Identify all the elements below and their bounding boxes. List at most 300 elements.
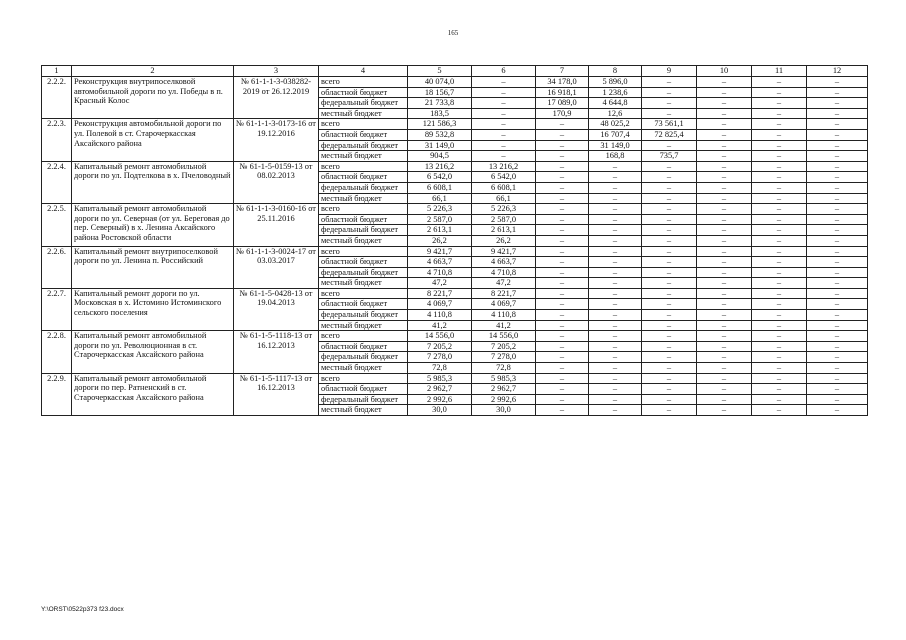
- amount-cell: –: [752, 257, 807, 268]
- amount-cell: –: [697, 182, 752, 193]
- amount-cell: –: [807, 373, 868, 384]
- amount-cell: –: [807, 87, 868, 98]
- funding-source: федеральный бюджет: [319, 267, 408, 278]
- amount-cell: 30,0: [472, 405, 536, 416]
- amount-cell: –: [807, 278, 868, 289]
- amount-cell: –: [807, 405, 868, 416]
- amount-cell: 7 205,2: [408, 341, 472, 352]
- amount-cell: –: [752, 331, 807, 342]
- registration-number: № 61-1-1-3-0160-16 от 25.11.2016: [234, 204, 319, 246]
- funding-source: всего: [319, 288, 408, 299]
- amount-cell: –: [589, 278, 642, 289]
- table-row: [42, 204, 868, 215]
- funding-source: местный бюджет: [319, 278, 408, 289]
- amount-cell: –: [642, 405, 697, 416]
- budget-table: [41, 65, 868, 416]
- object-name: Капитальный ремонт автомобильной дороги по ул. Подтелкова в х. Пчеловодный: [72, 161, 234, 203]
- funding-source: всего: [319, 246, 408, 257]
- amount-cell: –: [589, 267, 642, 278]
- amount-cell: 4 069,7: [472, 299, 536, 310]
- amount-cell: –: [697, 257, 752, 268]
- amount-cell: –: [807, 363, 868, 374]
- amount-cell: –: [589, 193, 642, 204]
- amount-cell: –: [752, 363, 807, 374]
- funding-source: всего: [319, 119, 408, 130]
- amount-cell: –: [807, 193, 868, 204]
- amount-cell: 47,2: [472, 278, 536, 289]
- amount-cell: 41,2: [408, 320, 472, 331]
- amount-cell: –: [807, 140, 868, 151]
- amount-cell: –: [536, 172, 589, 183]
- funding-source: федеральный бюджет: [319, 310, 408, 321]
- amount-cell: 66,1: [472, 193, 536, 204]
- amount-cell: 7 205,2: [472, 341, 536, 352]
- amount-cell: –: [752, 182, 807, 193]
- amount-cell: –: [536, 214, 589, 225]
- column-header: 3: [234, 66, 319, 77]
- amount-cell: –: [536, 151, 589, 162]
- item-number: 2.2.8.: [42, 331, 72, 373]
- amount-cell: 41,2: [472, 320, 536, 331]
- amount-cell: 26,2: [472, 235, 536, 246]
- amount-cell: 7 278,0: [408, 352, 472, 363]
- amount-cell: –: [642, 394, 697, 405]
- amount-cell: 121 586,3: [408, 119, 472, 130]
- amount-cell: 8 221,7: [472, 288, 536, 299]
- item-number: 2.2.3.: [42, 119, 72, 161]
- amount-cell: –: [752, 119, 807, 130]
- amount-cell: 4 710,8: [408, 267, 472, 278]
- funding-source: местный бюджет: [319, 151, 408, 162]
- amount-cell: –: [752, 405, 807, 416]
- funding-source: федеральный бюджет: [319, 394, 408, 405]
- object-name: Капитальный ремонт дороги по ул. Московская в х. Истомино Истоминского сельского поселения: [72, 288, 234, 330]
- amount-cell: –: [697, 310, 752, 321]
- amount-cell: –: [752, 394, 807, 405]
- amount-cell: 48 025,2: [589, 119, 642, 130]
- registration-number: № 61-1-5-1118-13 от 16.12.2013: [234, 331, 319, 373]
- amount-cell: 2 992,6: [408, 394, 472, 405]
- funding-source: федеральный бюджет: [319, 182, 408, 193]
- amount-cell: –: [752, 267, 807, 278]
- amount-cell: –: [752, 129, 807, 140]
- amount-cell: –: [697, 151, 752, 162]
- registration-number: № 61-1-5-1117-13 от 16.12.2013: [234, 373, 319, 415]
- amount-cell: 2 613,1: [408, 225, 472, 236]
- funding-source: местный бюджет: [319, 193, 408, 204]
- amount-cell: –: [589, 320, 642, 331]
- amount-cell: 2 587,0: [472, 214, 536, 225]
- amount-cell: –: [807, 246, 868, 257]
- column-header: 9: [642, 66, 697, 77]
- amount-cell: –: [807, 204, 868, 215]
- amount-cell: 5 985,3: [472, 373, 536, 384]
- amount-cell: –: [697, 193, 752, 204]
- registration-number: № 61-1-1-3-0173-16 от 19.12.2016: [234, 119, 319, 161]
- amount-cell: –: [472, 77, 536, 88]
- amount-cell: –: [472, 108, 536, 119]
- amount-cell: –: [752, 384, 807, 395]
- amount-cell: –: [642, 278, 697, 289]
- amount-cell: –: [536, 405, 589, 416]
- item-number: 2.2.4.: [42, 161, 72, 203]
- amount-cell: 2 962,7: [472, 384, 536, 395]
- amount-cell: –: [752, 310, 807, 321]
- amount-cell: –: [536, 267, 589, 278]
- amount-cell: –: [642, 288, 697, 299]
- funding-source: областной бюджет: [319, 341, 408, 352]
- amount-cell: –: [807, 119, 868, 130]
- amount-cell: –: [536, 119, 589, 130]
- amount-cell: –: [642, 225, 697, 236]
- amount-cell: –: [642, 246, 697, 257]
- table-row: [42, 288, 868, 299]
- amount-cell: –: [752, 98, 807, 109]
- registration-number: № 61-1-5-0159-13 от 08.02.2013: [234, 161, 319, 203]
- amount-cell: –: [536, 373, 589, 384]
- amount-cell: –: [589, 299, 642, 310]
- table-body: [42, 77, 868, 416]
- table-row: [42, 119, 868, 130]
- amount-cell: 168,8: [589, 151, 642, 162]
- funding-source: областной бюджет: [319, 299, 408, 310]
- amount-cell: –: [589, 341, 642, 352]
- amount-cell: –: [536, 278, 589, 289]
- amount-cell: 2 992,6: [472, 394, 536, 405]
- amount-cell: –: [807, 214, 868, 225]
- amount-cell: –: [536, 225, 589, 236]
- amount-cell: –: [807, 257, 868, 268]
- amount-cell: 8 221,7: [408, 288, 472, 299]
- amount-cell: –: [642, 172, 697, 183]
- amount-cell: –: [589, 257, 642, 268]
- amount-cell: 9 421,7: [408, 246, 472, 257]
- amount-cell: –: [642, 331, 697, 342]
- funding-source: областной бюджет: [319, 257, 408, 268]
- amount-cell: 735,7: [642, 151, 697, 162]
- amount-cell: –: [697, 352, 752, 363]
- amount-cell: –: [697, 363, 752, 374]
- amount-cell: –: [589, 352, 642, 363]
- amount-cell: 9 421,7: [472, 246, 536, 257]
- funding-source: всего: [319, 204, 408, 215]
- amount-cell: –: [752, 172, 807, 183]
- amount-cell: –: [697, 140, 752, 151]
- amount-cell: 4 110,8: [472, 310, 536, 321]
- amount-cell: –: [697, 98, 752, 109]
- amount-cell: –: [589, 172, 642, 183]
- amount-cell: –: [642, 77, 697, 88]
- amount-cell: –: [752, 299, 807, 310]
- amount-cell: 13 216,2: [472, 161, 536, 172]
- amount-cell: –: [752, 373, 807, 384]
- amount-cell: –: [536, 129, 589, 140]
- object-name: Капитальный ремонт внутрипоселковой дороги по ул. Ленина п. Российский: [72, 246, 234, 288]
- amount-cell: –: [642, 182, 697, 193]
- amount-cell: 4 110,8: [408, 310, 472, 321]
- amount-cell: –: [807, 182, 868, 193]
- amount-cell: –: [589, 384, 642, 395]
- column-header: 8: [589, 66, 642, 77]
- funding-source: всего: [319, 161, 408, 172]
- amount-cell: –: [752, 193, 807, 204]
- amount-cell: –: [536, 235, 589, 246]
- amount-cell: –: [697, 214, 752, 225]
- amount-cell: –: [589, 161, 642, 172]
- amount-cell: –: [642, 320, 697, 331]
- funding-source: федеральный бюджет: [319, 140, 408, 151]
- amount-cell: 14 556,0: [472, 331, 536, 342]
- amount-cell: –: [589, 225, 642, 236]
- footer-file-path: Y:\ORST\0522p373 f23.docx: [41, 606, 124, 613]
- amount-cell: 904,5: [408, 151, 472, 162]
- column-header: 11: [752, 66, 807, 77]
- amount-cell: –: [536, 193, 589, 204]
- column-header: 7: [536, 66, 589, 77]
- amount-cell: –: [697, 77, 752, 88]
- item-number: 2.2.2.: [42, 77, 72, 119]
- amount-cell: –: [807, 288, 868, 299]
- amount-cell: –: [642, 214, 697, 225]
- amount-cell: 18 156,7: [408, 87, 472, 98]
- amount-cell: –: [697, 394, 752, 405]
- amount-cell: –: [536, 384, 589, 395]
- funding-source: областной бюджет: [319, 129, 408, 140]
- amount-cell: –: [642, 193, 697, 204]
- amount-cell: –: [807, 77, 868, 88]
- amount-cell: –: [752, 161, 807, 172]
- funding-source: федеральный бюджет: [319, 352, 408, 363]
- amount-cell: –: [752, 204, 807, 215]
- amount-cell: –: [589, 182, 642, 193]
- amount-cell: –: [472, 87, 536, 98]
- amount-cell: –: [642, 87, 697, 98]
- amount-cell: –: [807, 384, 868, 395]
- amount-cell: –: [697, 299, 752, 310]
- object-name: Капитальный ремонт автомобильной дороги по пер. Ратненский в ст. Старочеркасская Аксайского района: [72, 373, 234, 415]
- amount-cell: –: [642, 140, 697, 151]
- registration-number: № 61-1-5-0428-13 от 19.04.2013: [234, 288, 319, 330]
- funding-source: всего: [319, 77, 408, 88]
- amount-cell: –: [589, 310, 642, 321]
- amount-cell: 31 149,0: [408, 140, 472, 151]
- amount-cell: –: [642, 363, 697, 374]
- amount-cell: –: [589, 288, 642, 299]
- amount-cell: 6 542,0: [408, 172, 472, 183]
- amount-cell: –: [472, 151, 536, 162]
- amount-cell: –: [642, 310, 697, 321]
- amount-cell: –: [536, 161, 589, 172]
- funding-source: областной бюджет: [319, 172, 408, 183]
- amount-cell: 2 587,0: [408, 214, 472, 225]
- amount-cell: –: [752, 87, 807, 98]
- amount-cell: –: [589, 331, 642, 342]
- amount-cell: –: [472, 140, 536, 151]
- amount-cell: –: [807, 161, 868, 172]
- amount-cell: –: [807, 108, 868, 119]
- item-number: 2.2.7.: [42, 288, 72, 330]
- amount-cell: –: [697, 129, 752, 140]
- amount-cell: –: [807, 352, 868, 363]
- column-header: 2: [72, 66, 234, 77]
- amount-cell: –: [642, 257, 697, 268]
- funding-source: всего: [319, 373, 408, 384]
- amount-cell: –: [536, 299, 589, 310]
- item-number: 2.2.5.: [42, 204, 72, 246]
- amount-cell: 170,9: [536, 108, 589, 119]
- amount-cell: 7 278,0: [472, 352, 536, 363]
- amount-cell: –: [752, 108, 807, 119]
- funding-source: местный бюджет: [319, 320, 408, 331]
- amount-cell: –: [589, 214, 642, 225]
- amount-cell: –: [536, 394, 589, 405]
- column-header: 1: [42, 66, 72, 77]
- amount-cell: –: [472, 129, 536, 140]
- amount-cell: –: [472, 98, 536, 109]
- amount-cell: –: [642, 235, 697, 246]
- amount-cell: –: [642, 341, 697, 352]
- amount-cell: –: [697, 246, 752, 257]
- amount-cell: –: [752, 246, 807, 257]
- amount-cell: –: [807, 151, 868, 162]
- amount-cell: –: [642, 161, 697, 172]
- amount-cell: –: [697, 204, 752, 215]
- funding-source: областной бюджет: [319, 384, 408, 395]
- amount-cell: 5 226,3: [408, 204, 472, 215]
- amount-cell: 5 985,3: [408, 373, 472, 384]
- table-row: [42, 246, 868, 257]
- item-number: 2.2.9.: [42, 373, 72, 415]
- amount-cell: –: [589, 373, 642, 384]
- amount-cell: –: [752, 288, 807, 299]
- amount-cell: –: [807, 129, 868, 140]
- amount-cell: –: [697, 373, 752, 384]
- amount-cell: 4 663,7: [472, 257, 536, 268]
- amount-cell: –: [752, 77, 807, 88]
- amount-cell: –: [589, 405, 642, 416]
- amount-cell: 1 238,6: [589, 87, 642, 98]
- amount-cell: 16 707,4: [589, 129, 642, 140]
- amount-cell: –: [697, 278, 752, 289]
- table-row: [42, 77, 868, 88]
- amount-cell: –: [536, 140, 589, 151]
- amount-cell: –: [807, 235, 868, 246]
- amount-cell: –: [536, 257, 589, 268]
- amount-cell: 72 825,4: [642, 129, 697, 140]
- amount-cell: –: [697, 119, 752, 130]
- amount-cell: –: [536, 320, 589, 331]
- registration-number: № 61-1-1-3-038282-2019 от 26.12.2019: [234, 77, 319, 119]
- amount-cell: –: [697, 235, 752, 246]
- amount-cell: 5 226,3: [472, 204, 536, 215]
- amount-cell: 4 644,8: [589, 98, 642, 109]
- amount-cell: 16 918,1: [536, 87, 589, 98]
- funding-source: федеральный бюджет: [319, 225, 408, 236]
- amount-cell: –: [642, 204, 697, 215]
- amount-cell: –: [752, 225, 807, 236]
- amount-cell: –: [642, 352, 697, 363]
- amount-cell: –: [697, 267, 752, 278]
- amount-cell: –: [697, 331, 752, 342]
- amount-cell: 17 089,0: [536, 98, 589, 109]
- amount-cell: 13 216,2: [408, 161, 472, 172]
- amount-cell: –: [752, 352, 807, 363]
- amount-cell: –: [752, 235, 807, 246]
- page-number: 165: [447, 29, 459, 37]
- funding-source: всего: [319, 331, 408, 342]
- object-name: Капитальный ремонт автомобильной дороги по ул. Северная (от ул. Береговая до пер. Северный) в х. Ленина Аксайского района Ростовской области: [72, 204, 234, 246]
- amount-cell: 2 613,1: [472, 225, 536, 236]
- amount-cell: 6 608,1: [472, 182, 536, 193]
- amount-cell: –: [807, 320, 868, 331]
- amount-cell: 12,6: [589, 108, 642, 119]
- amount-cell: –: [697, 87, 752, 98]
- amount-cell: –: [536, 352, 589, 363]
- amount-cell: –: [642, 98, 697, 109]
- amount-cell: 34 178,0: [536, 77, 589, 88]
- amount-cell: –: [536, 288, 589, 299]
- amount-cell: 31 149,0: [589, 140, 642, 151]
- amount-cell: 4 663,7: [408, 257, 472, 268]
- amount-cell: –: [807, 331, 868, 342]
- amount-cell: 72,8: [472, 363, 536, 374]
- amount-cell: –: [536, 246, 589, 257]
- amount-cell: 5 896,0: [589, 77, 642, 88]
- amount-cell: –: [807, 267, 868, 278]
- amount-cell: –: [807, 172, 868, 183]
- amount-cell: –: [589, 235, 642, 246]
- amount-cell: 73 561,1: [642, 119, 697, 130]
- amount-cell: 47,2: [408, 278, 472, 289]
- amount-cell: –: [752, 140, 807, 151]
- amount-cell: 72,8: [408, 363, 472, 374]
- object-name: Реконструкция автомобильной дороги по ул. Полевой в ст. Старочеркасская Аксайского района: [72, 119, 234, 161]
- amount-cell: –: [697, 172, 752, 183]
- amount-cell: –: [536, 310, 589, 321]
- table-row: [42, 161, 868, 172]
- amount-cell: –: [807, 394, 868, 405]
- amount-cell: –: [807, 341, 868, 352]
- funding-source: местный бюджет: [319, 108, 408, 119]
- registration-number: № 61-1-1-3-0024-17 от 03.03.2017: [234, 246, 319, 288]
- amount-cell: 40 074,0: [408, 77, 472, 88]
- amount-cell: 4 069,7: [408, 299, 472, 310]
- column-header: 5: [408, 66, 472, 77]
- amount-cell: –: [589, 394, 642, 405]
- funding-source: местный бюджет: [319, 405, 408, 416]
- funding-source: федеральный бюджет: [319, 98, 408, 109]
- item-number: 2.2.6.: [42, 246, 72, 288]
- amount-cell: –: [642, 267, 697, 278]
- amount-cell: –: [697, 161, 752, 172]
- amount-cell: –: [697, 225, 752, 236]
- amount-cell: –: [642, 384, 697, 395]
- header-row: [42, 66, 868, 77]
- amount-cell: 21 733,8: [408, 98, 472, 109]
- amount-cell: –: [642, 299, 697, 310]
- amount-cell: 2 962,7: [408, 384, 472, 395]
- amount-cell: –: [642, 108, 697, 119]
- column-header: 6: [472, 66, 536, 77]
- amount-cell: 4 710,8: [472, 267, 536, 278]
- amount-cell: –: [642, 373, 697, 384]
- amount-cell: –: [536, 341, 589, 352]
- amount-cell: –: [752, 278, 807, 289]
- amount-cell: –: [536, 331, 589, 342]
- amount-cell: –: [752, 214, 807, 225]
- amount-cell: –: [697, 108, 752, 119]
- amount-cell: –: [697, 288, 752, 299]
